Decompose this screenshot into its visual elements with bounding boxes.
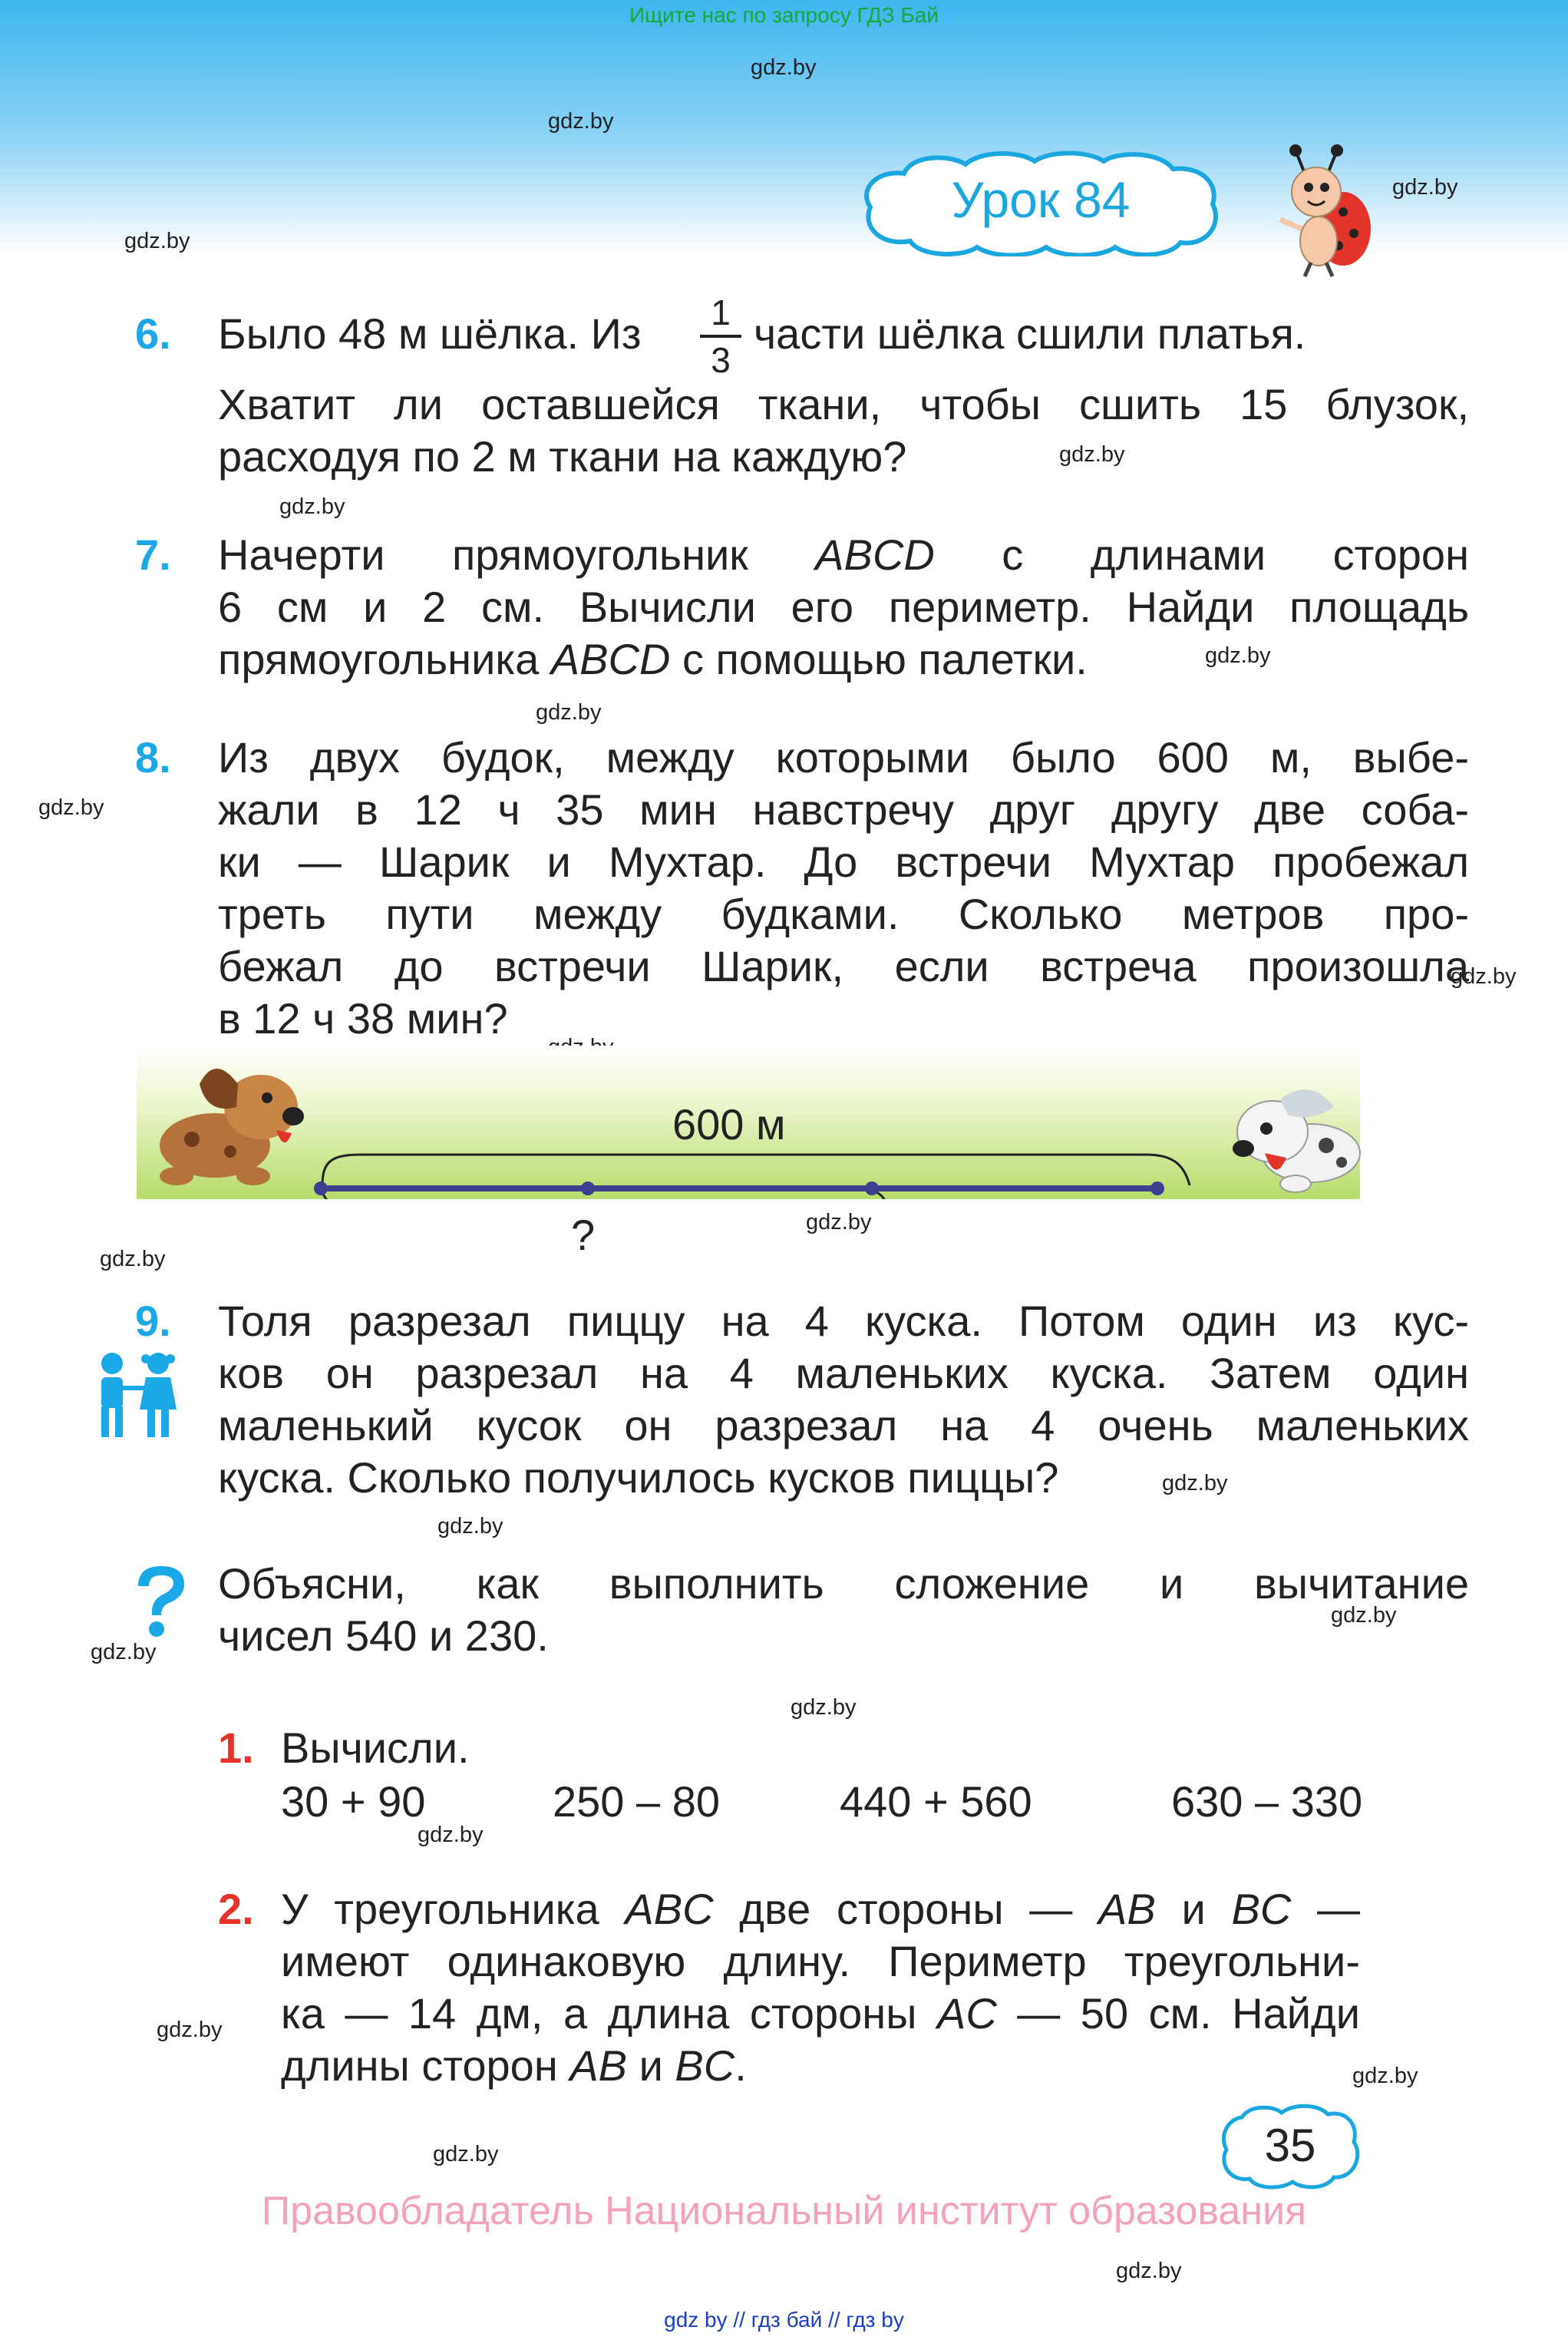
exercise-7-line-2: 6 см и 2 см. Вычисли его периметр. Найди площадь (218, 583, 1469, 631)
watermark: gdz.by (1352, 2064, 1418, 2088)
ladybug-icon (1274, 143, 1372, 279)
exercise-8-line-5: бежал до встречи Шарик, если встреча произошла (218, 942, 1469, 990)
task-2-line-1: У треугольника ABC две стороны — AB и BC — (281, 1885, 1361, 1933)
fraction-numerator: 1 (711, 292, 731, 332)
watermark: gdz.by (806, 1210, 872, 1234)
bottom-links[interactable]: gdz by // гдз бай // гдз by (664, 2308, 904, 2332)
watermark: gdz.by (1116, 2259, 1182, 2283)
exercise-9-line-1: Толя разрезал пиццу на 4 куска. Потом один из кус- (218, 1297, 1469, 1345)
task-1-number: 1. (218, 1724, 254, 1772)
watermark: gdz.by (791, 1695, 857, 1720)
watermark: gdz.by (1059, 442, 1125, 467)
dog-sharik-icon (146, 1053, 315, 1191)
watermark: gdz.by (279, 494, 345, 519)
expression: 30 + 90 (281, 1777, 426, 1826)
task-1-title: Вычисли. (281, 1724, 470, 1772)
exercise-8-number: 8. (135, 733, 171, 782)
exercise-9-line-4: куска. Сколько получилось кусков пиццы? (218, 1453, 1059, 1502)
watermark: gdz.by (1392, 175, 1458, 200)
fraction-bar (700, 335, 741, 338)
watermark: gdz.by (100, 1247, 166, 1271)
total-distance-brace (322, 1155, 1190, 1185)
exercise-8-line-1: Из двух будок, между которыми было 600 м, выбе- (218, 733, 1469, 782)
page-number: 35 (1264, 2120, 1316, 2171)
watermark: gdz.by (157, 2018, 223, 2042)
watermark: gdz.by (1162, 1471, 1228, 1496)
watermark: gdz.by (1205, 643, 1271, 668)
fraction-one-third (700, 292, 741, 381)
exercise-7-line-3: прямоугольника ABCD с помощью палетки. (218, 635, 1088, 683)
start-point (314, 1182, 328, 1195)
question-line-2: чисел 540 и 230. (218, 1611, 549, 1660)
expression: 630 – 330 (1171, 1777, 1363, 1826)
exercise-7-number: 7. (135, 530, 171, 579)
task-2-number: 2. (218, 1885, 254, 1933)
question-line-1: Объясни, как выполнить сложение и вычитание (218, 1559, 1469, 1608)
end-point (1150, 1182, 1164, 1195)
lesson-title: Урок 84 (951, 171, 1131, 228)
third-point (581, 1182, 595, 1195)
watermark: gdz.by (1331, 1603, 1397, 1628)
watermark: gdz.by (91, 1640, 157, 1664)
watermark: gdz.by (437, 1514, 503, 1539)
exercise-6-line-1a: Было 48 м шёлка. Из (218, 309, 642, 358)
exercise-9-line-3: маленький кусок он разрезал на 4 очень маленьких (218, 1401, 1469, 1449)
watermark: gdz.by (433, 2142, 499, 2166)
pair-work-icon (86, 1351, 186, 1439)
expression: 250 – 80 (553, 1777, 720, 1826)
exercise-8-line-6: в 12 ч 38 мин? (218, 994, 508, 1043)
meeting-point (865, 1182, 879, 1195)
exercise-8-line-2: жали в 12 ч 35 мин навстречу друг другу две соба- (218, 785, 1469, 834)
exercise-6-line-1b: части шёлка сшили платья. (754, 309, 1306, 358)
watermark: gdz.by (418, 1823, 484, 1847)
exercise-9-line-2: ков он разрезал на 4 маленьких куска. Затем один (218, 1349, 1469, 1397)
exercise-8-line-4: треть пути между будками. Сколько метров про- (218, 890, 1469, 938)
watermark: gdz.by (536, 700, 602, 725)
exercise-6-line-3: расходуя по 2 м ткани на каждую? (218, 432, 907, 481)
fraction-denominator: 3 (711, 340, 731, 380)
watermark: gdz.by (38, 795, 104, 820)
expression: 440 + 560 (840, 1777, 1032, 1826)
exercise-6-line-2: Хватит ли оставшейся ткани, чтобы сшить 15 блузок, (218, 380, 1469, 428)
exercise-8-line-3: ки — Шарик и Мухтар. До встречи Мухтар пробежал (218, 838, 1469, 886)
copyright-notice: Правообладатель Национальный институт образования (261, 2189, 1307, 2233)
dog-mukhtar-icon (1219, 1069, 1369, 1199)
watermark: gdz.by (124, 229, 190, 253)
exercise-9-number: 9. (135, 1297, 171, 1345)
top-banner[interactable]: Ищите нас по запросу ГДЗ Бай (629, 3, 939, 27)
unknown-distance-label: ? (571, 1211, 596, 1259)
watermark: gdz.by (1451, 964, 1517, 989)
watermark: gdz.by (751, 55, 817, 80)
task-2-line-2: имеют одинаковую длину. Периметр треугольни- (281, 1937, 1360, 1985)
exercise-7-line-1: Начерти прямоугольник ABCD с длинами сторон (218, 530, 1470, 579)
exercise-6-number: 6. (135, 309, 171, 358)
watermark: gdz.by (548, 109, 614, 134)
question-icon (130, 1563, 189, 1640)
task-2-line-3: ка — 14 дм, а длина стороны AC — 50 см. Найди (281, 1989, 1360, 2038)
task-2-line-4: длины сторон AB и BC. (281, 2041, 747, 2090)
distance-label: 600 м (672, 1100, 786, 1149)
